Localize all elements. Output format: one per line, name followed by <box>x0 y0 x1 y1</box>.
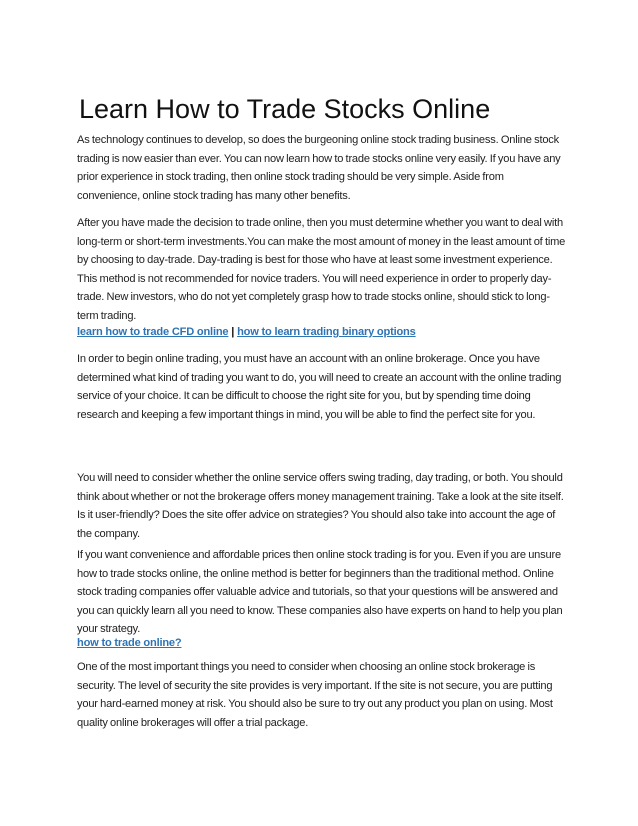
paragraph-4: You will need to consider whether the online service offers swing trading, day trading, or both. You should think about whether or not the brokerage offers money management training. Take a look at the site itself. Is it user-friendly? Does the site offer advice on strategies? You should also take into account the age of the company. <box>77 472 564 540</box>
link-learn-trading-binary-options[interactable]: how to learn trading binary options <box>237 326 416 338</box>
paragraph-5: If you want convenience and affordable prices then online stock trading is for you. Even if you are unsure how to trade stocks online, the online method is better for beginners than the traditional method. Online stock trading companies offer valuable advice and tutorials, so that your questions will be answered and you can quickly learn all you need to know. These companies also have experts on hand to help you plan your strategy. <box>77 549 563 635</box>
paragraph-6: One of the most important things you need to consider when choosing an online stock brokerage is security. The level of security the site provides is very important. If the site is not secure, you are putting your hard-earned money at risk. You should also be sure to try out any product you plan on using. Most quality online brokerages will offer a trial package. <box>77 661 553 729</box>
document-title: Learn How to Trade Stocks Online <box>79 94 491 124</box>
related-links-row-2 <box>77 634 181 652</box>
paragraph-1: As technology continues to develop, so does the burgeoning online stock trading business. Online stock trading is now easier than ever. You can now learn how to trade stocks online very easily. If you have any prior experience in stock trading, then online stock trading should be very simple. Aside from convenience, online stock trading has many other benefits. <box>77 134 561 202</box>
link-how-to-trade-online[interactable]: how to trade online? <box>77 637 182 649</box>
link-trade-cfd-online[interactable]: learn how to trade CFD online <box>77 326 229 338</box>
link-separator: | <box>231 326 235 338</box>
paragraph-2: After you have made the decision to trade online, then you must determine whether you want to deal with long-term or short-term investments.You can make the most amount of money in the least amount of time by choosing to day-trade. Day-trading is best for those who have at least some investment experience. This method is not recommended for novice traders. You will need experience in order to properly day-trade. New investors, who do not yet completely grasp how to trade stocks online, should stick to long-term trading. <box>77 217 566 322</box>
paragraph-3: In order to begin online trading, you must have an account with an online brokerage. Once you have determined what kind of trading you want to do, you will need to create an account with the online trading service of your choice. It can be difficult to choose the right site for you, but by spending time doing research and keeping a few important things in mind, you will be able to find the perfect site for you. <box>77 353 562 421</box>
related-links-row-1 <box>77 323 416 341</box>
